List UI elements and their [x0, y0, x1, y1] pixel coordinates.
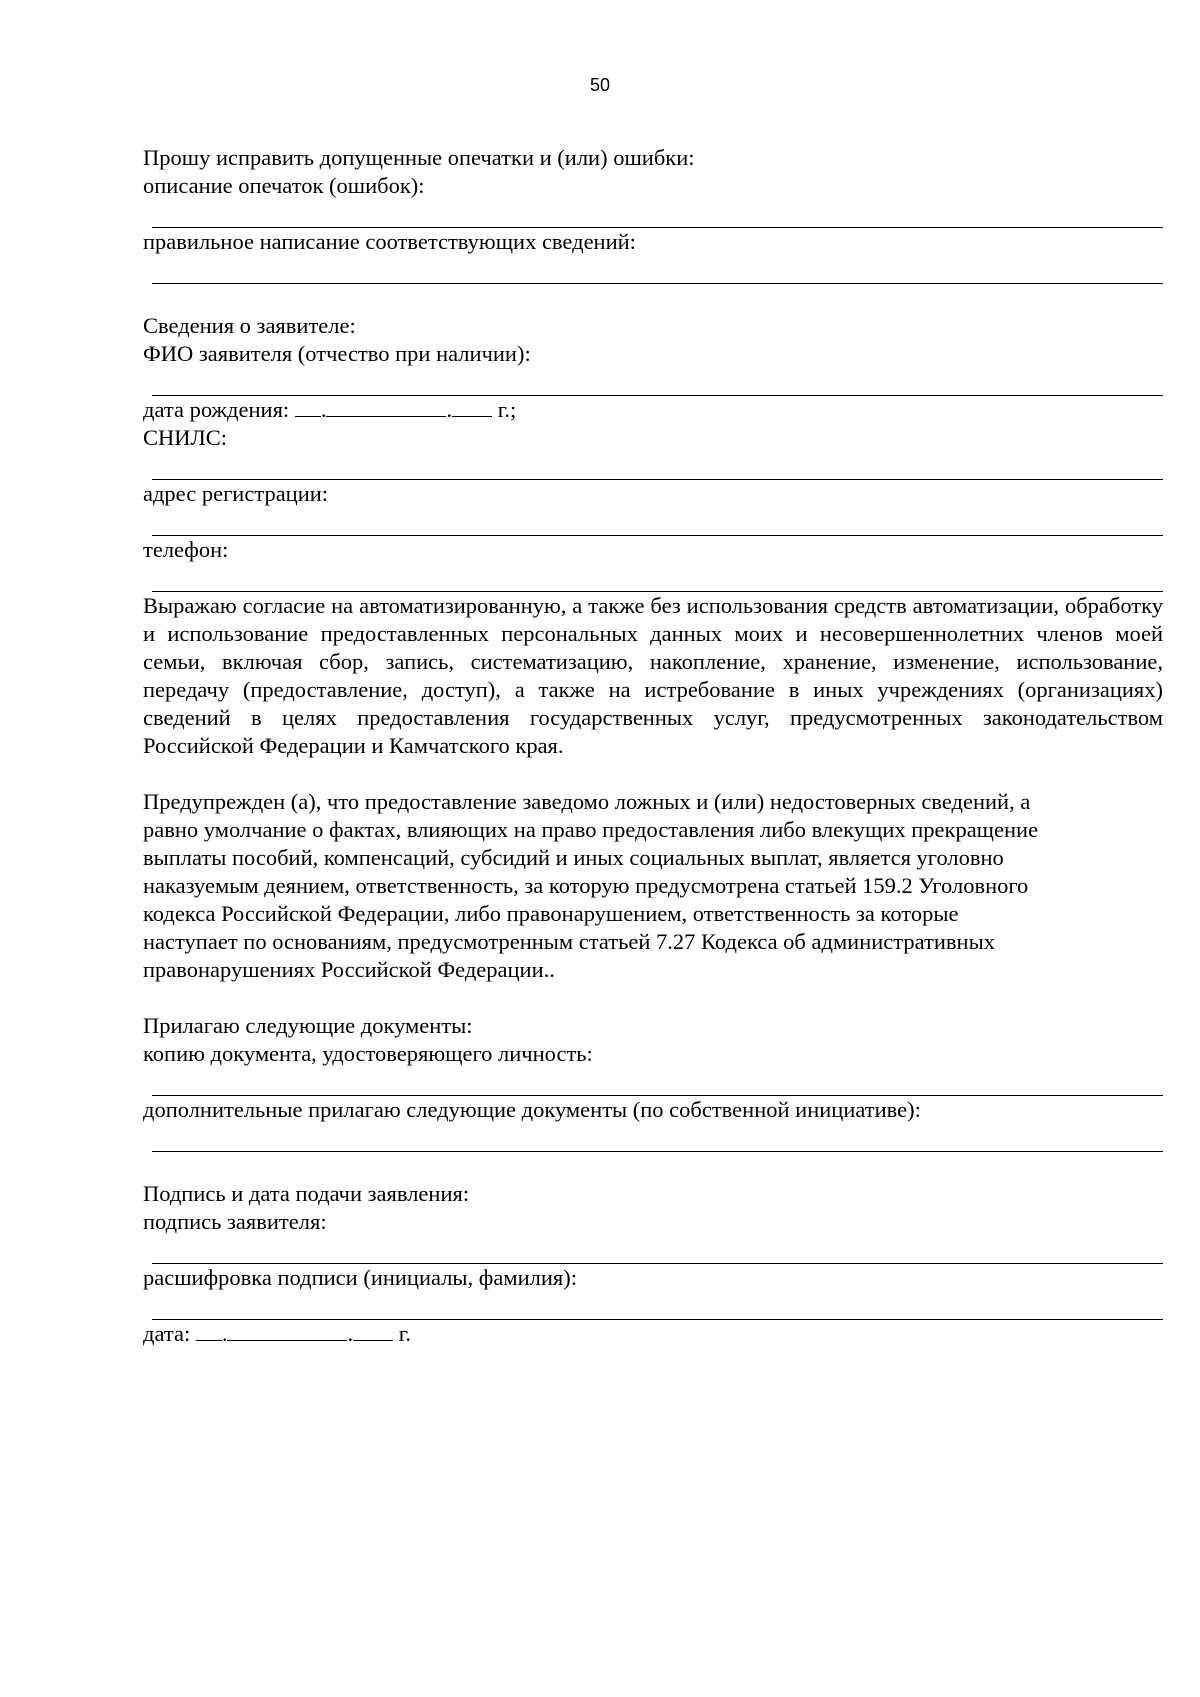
birth-year-blank[interactable] [452, 396, 492, 417]
documents-heading: Прилагаю следующие документы: [143, 1013, 473, 1038]
birth-date-row [143, 396, 1163, 424]
birth-month-blank[interactable] [326, 396, 446, 417]
birth-date-separator: . [320, 397, 327, 422]
consent-paragraph: Выражаю согласие на автоматизированную, а также без использования средств автоматизации, обработку и использование предоставленных персональных данных моих и несовершеннолетних членов моей семьи, включая сбор, запись, систематизацию, накопление, хранение, изменение, использование, передачу (предоставление, доступ), а также на истребование в иных учреждениях (организациях) сведений в целях предоставления государственных услуг, предусмотренных законодательством Российской Федерации и Камчатского края. [143, 593, 1163, 758]
warning-line: Предупрежден (а), что предоставление заведомо ложных и (или) недостоверных сведений, а [143, 789, 1031, 814]
spacer [143, 284, 1163, 312]
applicant-fio-label: ФИО заявителя (отчество при наличии): [143, 341, 531, 366]
submission-date-separator: . [347, 1321, 354, 1346]
spacer [143, 760, 1163, 788]
phone-label: телефон: [143, 537, 229, 562]
warning-paragraph [143, 788, 1163, 984]
snils-label: СНИЛС: [143, 425, 228, 450]
signature-field[interactable] [143, 1236, 1163, 1264]
warning-line: кодекса Российской Федерации, либо правонарушением, ответственность за которые [143, 901, 959, 926]
correct-spelling-field[interactable] [143, 256, 1163, 284]
address-label: адрес регистрации: [143, 481, 329, 506]
spacer [143, 1152, 1163, 1180]
birth-day-blank[interactable] [295, 396, 321, 417]
correct-spelling-label: правильное написание соответствующих сведений: [143, 229, 636, 254]
signature-heading: Подпись и дата подачи заявления: [143, 1181, 470, 1206]
submission-date-separator: . [221, 1321, 228, 1346]
additional-documents-field[interactable] [143, 1124, 1163, 1152]
spacer [143, 984, 1163, 1012]
address-field[interactable] [143, 508, 1163, 536]
warning-line: наказуемым деянием, ответственность, за которую предусмотрена статьей 159.2 Уголовного [143, 873, 1029, 898]
signature-decode-label: расшифровка подписи (инициалы, фамилия): [143, 1265, 578, 1290]
page-number: 50 [589, 75, 611, 95]
warning-line: равно умолчание о фактах, влияющих на право предоставления либо влекущих прекращение [143, 817, 1039, 842]
correction-request: Прошу исправить допущенные опечатки и (или) ошибки: [143, 145, 695, 170]
submission-date-label: дата: [143, 1321, 191, 1346]
warning-line: наступает по основаниям, предусмотренным статьей 7.27 Кодекса об административных [143, 929, 995, 954]
snils-field[interactable] [143, 452, 1163, 480]
id-copy-field[interactable] [143, 1068, 1163, 1096]
birth-date-separator: . [446, 397, 453, 422]
submission-date-row [143, 1320, 1163, 1348]
warning-line: правонарушениях Российской Федерации.. [143, 957, 555, 982]
birth-date-suffix: г.; [497, 397, 517, 422]
applicant-fio-field[interactable] [143, 368, 1163, 396]
id-copy-label: копию документа, удостоверяющего личность: [143, 1041, 593, 1066]
warning-line: выплаты пособий, компенсаций, субсидий и иных социальных выплат, является уголовно [143, 845, 1004, 870]
birth-date-label: дата рождения: [143, 397, 290, 422]
signature-decode-field[interactable] [143, 1292, 1163, 1320]
submission-month-blank[interactable] [227, 1320, 347, 1341]
typo-description-field[interactable] [143, 200, 1163, 228]
form-body [143, 144, 1163, 1348]
submission-year-blank[interactable] [353, 1320, 393, 1341]
signature-label: подпись заявителя: [143, 1209, 327, 1234]
applicant-heading: Сведения о заявителе: [143, 313, 356, 338]
additional-documents-label: дополнительные прилагаю следующие документы (по собственной инициативе): [143, 1097, 921, 1122]
typo-description-label: описание опечаток (ошибок): [143, 173, 425, 198]
phone-field[interactable] [143, 564, 1163, 592]
submission-day-blank[interactable] [196, 1320, 222, 1341]
submission-date-suffix: г. [398, 1321, 412, 1346]
